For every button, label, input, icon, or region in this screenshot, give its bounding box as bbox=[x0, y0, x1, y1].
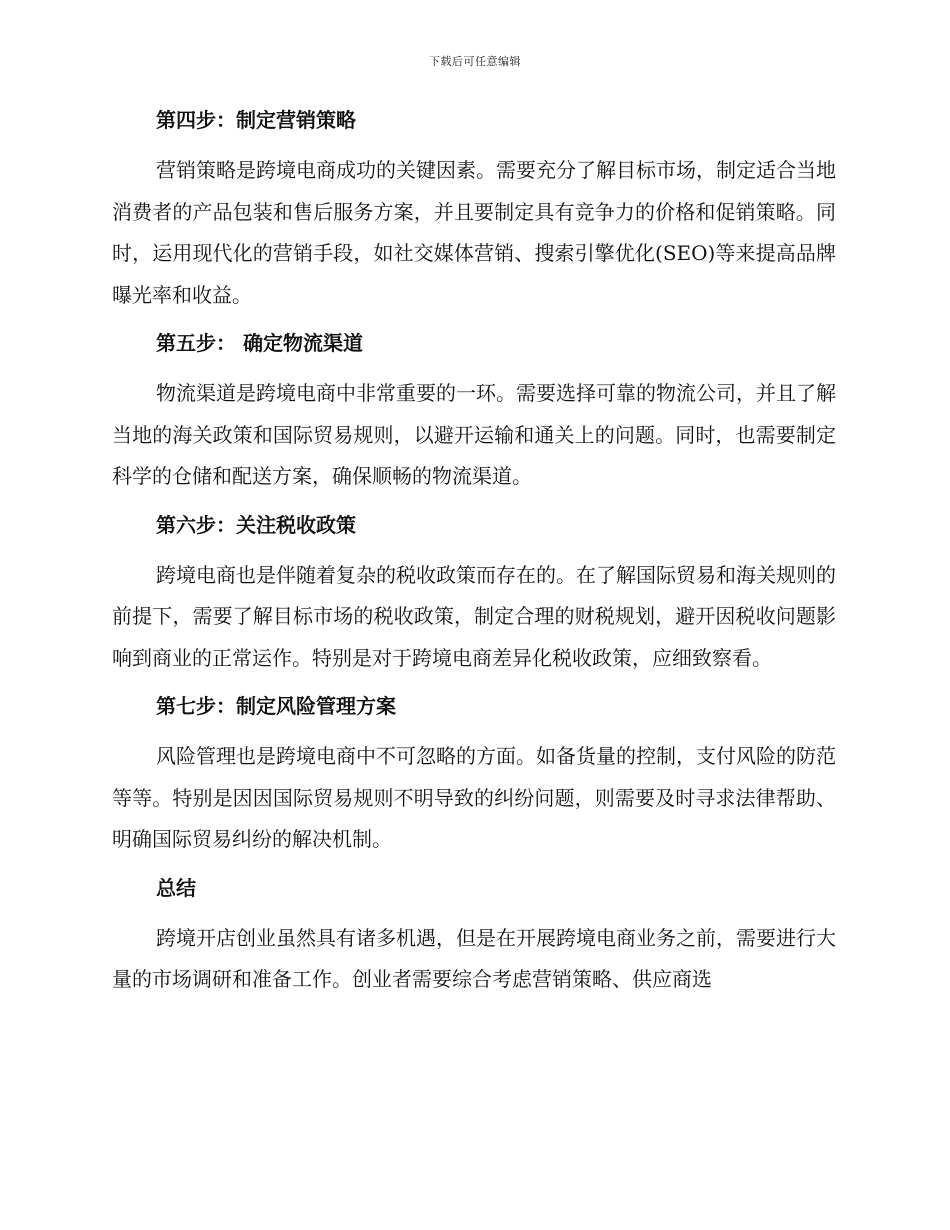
section-heading-step5: 第五步： 确定物流渠道 bbox=[156, 331, 363, 355]
section-heading-summary: 总结 bbox=[156, 875, 196, 900]
document-body bbox=[112, 106, 836, 1014]
section-paragraph-summary: 跨境开店创业虽然具有诸多机遇，但是在开展跨境电商业务之前，需要进行大量的市场调研和准备工作。创业者需要综合考虑营销策略、供应商选 bbox=[112, 925, 836, 991]
section-paragraph-step7: 风险管理也是跨境电商中不可忽略的方面。如备货量的控制，支付风险的防范等等。特别是因因国际贸易规则不明导致的纠纷问题，则需要及时寻求法律帮助、明确国际贸易纠纷的解决机制。 bbox=[112, 744, 836, 851]
section-paragraph-step4: 营销策略是跨境电商成功的关键因素。需要充分了解目标市场，制定适合当地消费者的产品包装和售后服务方案，并且要制定具有竞争力的价格和促销策略。同时，运用现代化的营销手段，如社交媒体营销、搜索引擎优化(SEO)等来提高品牌曝光率和收益。 bbox=[112, 158, 836, 307]
section-paragraph-step6: 跨境电商也是伴随着复杂的税收政策而存在的。在了解国际贸易和海关规则的前提下，需要了解目标市场的税收政策，制定合理的财税规划，避开因税收问题影响到商业的正常运作。特别是对于跨境电商差异化税收政策，应细致察看。 bbox=[112, 562, 836, 670]
page-header-note: 下载后可任意编辑 bbox=[429, 55, 521, 68]
section-heading-step6: 第六步：关注税收政策 bbox=[156, 512, 356, 537]
section-heading-step4: 第四步：制定营销策略 bbox=[156, 108, 356, 132]
section-heading-step7: 第七步：制定风险管理方案 bbox=[156, 694, 396, 718]
section-paragraph-step5: 物流渠道是跨境电商中非常重要的一环。需要选择可靠的物流公司，并且了解当地的海关政策和国际贸易规则，以避开运输和通关上的问题。同时，也需要制定科学的仓储和配送方案，确保顺畅的物流渠道。 bbox=[112, 381, 836, 488]
